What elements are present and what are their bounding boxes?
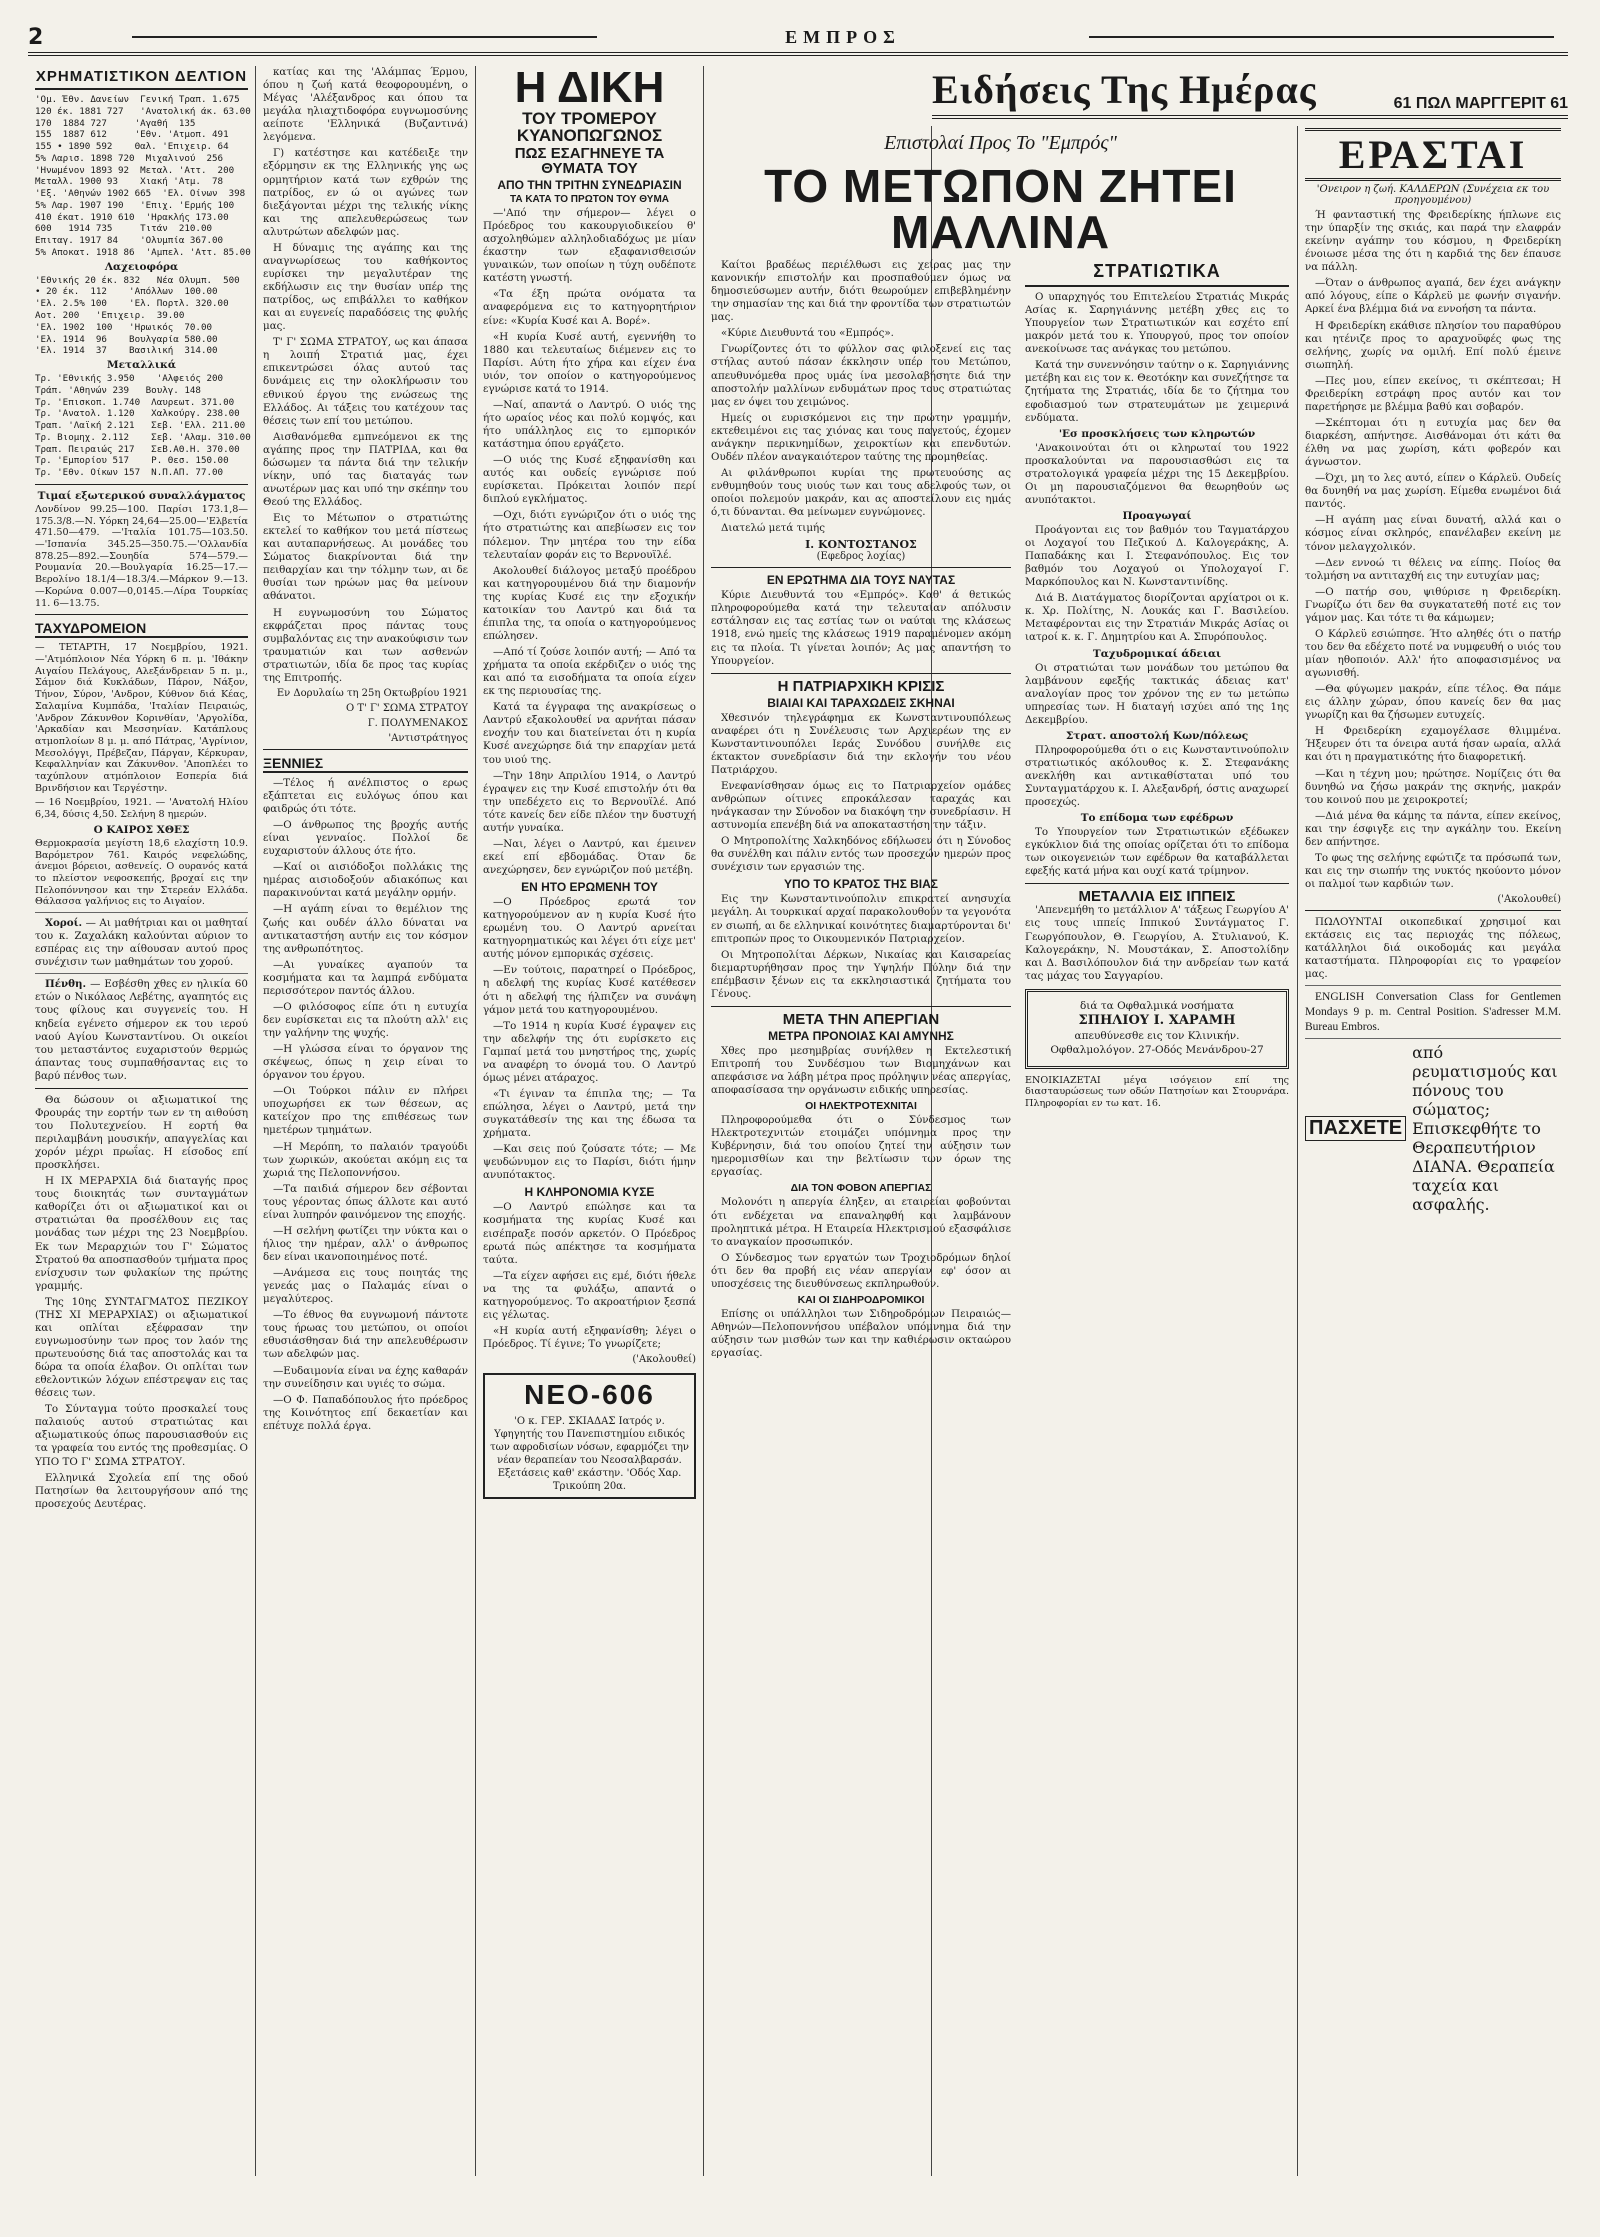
st-p3: Μολονότι η απεργία έληξεν, αι εταιρείαι φοβούνται ότι ενδέχεται να επαναληφθή και λαμβάνουν προληπτικά μέτρα. Η Εταιρεία Ηλεκτρισμού εξασφάλισε το αναγκαίον προσωπικόν. <box>711 1196 1011 1248</box>
newspaper-page <box>28 22 1568 2182</box>
land-ad: ΠΩΛΟΥΝΤΑΙ οικοπεδικαί χρησιμοί και εκτάσεις εις τας περιοχάς της πόλεως, κατάλληλοι διά οικοδομάς και μεγάλα καταστήματα. Πληροφορίαι εις το γραφείον μας. <box>1305 916 1561 981</box>
xenia-8: —Οι Τούρκοι πάλιν εν πλήρει υποχωρήσει εκ των θέσεων, ας κατείχον προ της επιθέσεως των ημετέρων τμημάτων. <box>263 1085 468 1137</box>
trial-p6: —Οχι, διότι εγνώριζον ότι ο υιός της ήτο στρατιώτης και απεβίωσεν εις τον πόλεμον. Την μητέρα του την είδα τελευταίαν φοράν εις το Βερνουϊλέ. <box>483 509 696 561</box>
sailors-text: Κύριε Διευθυντά του «Εμπρός». Καθ' ά θετικώς πληροφορούμεθα κατά την τελευταίαν απόλυσιν εστάλησαν εις τας εστίας των οι ναύται της κλάσεως 1918, ενώ ημείς της κλάσεως 1919 παραμένομεν ακόμη εις τα πλοία. Τι γίνεται λοιπόν; Ας μας απαντήση το Υπουργείον. <box>711 589 1011 667</box>
mil-p4: Προάγονται εις τον βαθμόν του Ταγματάρχου οι Λοχαγοί του Πεζικού Δ. Καλογεράκης, Α. Παπαδάκης και Ι. Στεφανόπουλος. Εις τον βαθμόν του Λοχαγού οι Υπολοχαγοί Γ. Μαρκόπουλος και Ν. Κωνσταντινίδης. <box>1025 523 1289 589</box>
news-banner <box>932 66 1568 119</box>
english-class-ad: ENGLISH Conversation Class for Gentlemen Mondays 9 p. m. Central Position. S'adresser M.M. Bureau Embros. <box>1305 991 1561 1033</box>
trial-subhead-2: ΠΩΣ ΕΣΑΓΗΝΕΥΕ ΤΑ ΘΥΜΑΤΑ ΤΟΥ <box>514 145 665 177</box>
fear-strike-sub: ΔΙΑ ΤΟΝ ΦΟΒΟΝ ΑΠΕΡΓΙΑΣ <box>790 1182 932 1195</box>
mil-p1: Ο υπαρχηγός του Επιτελείου Στρατιάς Μικράς Ασίας κ. Σαρηγιάννης μετέβη χθες εις το Υπουργείον των Στρατιωτικών και εσχέτο επί μακρόν μετά του κ. Υπουργού, προς τον οποίον ανεκοίνωσε τας ανάγκας του μετώπου. <box>1025 291 1289 356</box>
patriarch-sub: ΒΙΑΙΑΙ ΚΑΙ ΤΑΡΑΧΩΔΕΙΣ ΣΚΗΝΑΙ <box>767 695 955 710</box>
c2-p5: Εις το Μέτωπον ο στρατιώτης εκτελεί το καθήκον του μετά πίστεως και αυταπαρνήσεως. Αι μονάδες του Σώματος διακρίνονται διά την πειθαρχίαν και την τόλμην των, αι δε θυσίαι των ηρώων μας θα μείνουν αθάνατοι. <box>263 512 468 603</box>
xenia-7: —Η γλώσσα είναι το όργανον της σκέψεως, όπως η χειρ είναι το όργανον του έργου. <box>263 1043 468 1082</box>
xenia-3: —Καί οι αισιόδοξοι πολλάκις της ημέρας αισιοδοξούν αδιακόπως και παρακινούνται κατά μεγάλην ορμήν. <box>263 861 468 900</box>
column-market <box>28 66 256 2176</box>
st-p5: Επίσης οι υπάλληλοι των Σιδηροδρόμων Πειραιώς—Αθηνών—Πελοποννήσου υπέβαλον υπόμνημα διά την αύξησιν των μισθών των και την καθιέρωσιν οκταώρου εργασίας. <box>711 1307 1011 1360</box>
xenia-15: —Ο Φ. Παπαδόπουλος ήτο πρόεδρος της Κοινότητος επί δεκαετίαν και επέτυχε πολλά έργα. <box>263 1393 468 1432</box>
eye-ad-name: ΣΠΗΛΙΟΥ Ι. ΧΑΡΑΜΗ <box>1078 1013 1236 1029</box>
trial-p14: —Το 1914 η κυρία Κυσέ έγραψεν εις την αδελφήν της ότι ευρίσκετο εις Γαμπαί μετά του μνηστήρος της, χωρίς να αναφέρη το όνομά του. Ο Λαντρύ όμως μένει ατάραχος. <box>483 1019 696 1084</box>
trial-sub-1: ΕΝ ΗΤΟ ΕΡΩΜΕΝΗ ΤΟΥ <box>521 880 658 895</box>
news-of-day-title: Ειδήσεις Της Ημέρας <box>932 67 1317 112</box>
medals-title: ΜΕΤΑΛΛΙΑ ΕΙΣ ΙΠΠΕΙΣ <box>1078 888 1236 906</box>
strike-sub: ΜΕΤΡΑ ΠΡΟΝΟΙΑΣ ΚΑΙ ΑΜΥΝΗΣ <box>768 1028 954 1043</box>
pat-p1: Χθεσινόν τηλεγράφημα εκ Κωνσταντινουπόλεως αναφέρει ότι η Συνέλευσις των Αρχιερέων της εν Κωνσταντινουπόλει Ιεράς Συνόδου συνήλθε εις έκτακτον συνεδρίασιν διά την εκλογήν του νέου Πατριάρχου. <box>711 711 1011 776</box>
letter-sig: Ι. ΚΟΝΤΟΣΤΑΝΟΣ <box>805 538 917 552</box>
body-d: Το Σύνταγμα τούτο προσκαλεί τους παλαιούς αυτού στρατιώτας και αξιωματικούς όπως παρουσιασθούν εις τα γραφεία του εντός της προθεσμίας. Ο ΥΠΟ ΤΟ Γ' ΣΩΜΑ ΣΤΡΑΤΟΥ. <box>35 1403 248 1468</box>
military-column <box>1025 259 1289 1363</box>
nov-p9: —Ο πατήρ σου, ψιθύρισε η Φρειδερίκη. Γνωρίζω ότι δεν θα συγκατατεθή ποτέ εις τον γάμον μας. Και τότε τι θα κάμωμεν; <box>1305 585 1561 624</box>
body-e: Ελληνικά Σχολεία επί της οδού Πατησίων θα λειτουργήσουν από της προσεχούς Δευτέρας. <box>35 1471 248 1510</box>
nov-p10: Ο Κάρλεϋ εσιώπησε. Ήτο αληθές ότι ο πατήρ του δεν θα εδέχετο ποτέ να νυμφευθή ο υιός του μίαν ηθοποιόν. Αλλ' ήτο αποφασισμένος να αγωνισθή. <box>1305 627 1561 680</box>
trial-subhead-3: ΑΠΟ ΤΗΝ ΤΡΙΤΗΝ ΣΥΝΕΔΡΙΑΣΙΝ <box>497 178 682 192</box>
trial-p19: «Η κυρία αυτή εξηφανίσθη; λέγει ο Πρόεδρος. Τί έγινε; Το γνωρίζετε; <box>483 1324 696 1350</box>
pat-p3: Ο Μητροπολίτης Χαλκηδόνος εδήλωσεν ότι η Σύνοδος θα συνέλθη και πάλιν εντός των προσεχών ημερών προς συνέχισιν των εργασιών της. <box>711 835 1011 874</box>
c2-p2: Η δύναμις της αγάπης και της αναγνωρίσεως του καθήκοντος ευρίσκει την μεγαλυτέραν της εκδήλωσιν εις την θυσίαν υπέρ της πατρίδος, ως επιβάλλει το καθήκον και αι ευγενείς παραδόσεις της φυλής μας. <box>263 241 468 333</box>
masthead-rule-right <box>1089 36 1554 38</box>
novel-installment: 61 ΠΩΛ ΜΑΡΓΓΕΡΙΤ 61 <box>1393 95 1568 112</box>
nov-p2: —Όταν ο άνθρωπος αγαπά, δεν έχει ανάγκην από λόγους, είπε ο Κάρλεϋ με φωνήν σιγανήν. Αρκεί ένα βλέμμα διά να εννοήση τα πάντα. <box>1305 277 1561 316</box>
trial-subhead-1: ΤΟΥ ΤΡΟΜΕΡΟΥ ΚΥΑΝΟΠΩΓΩΝΟΣ <box>516 109 663 145</box>
let-p3: Γνωρίζοντες ότι το φύλλον σας φιλοξενεί εις τας στήλας αυτού πάσαν έκκλησιν υπέρ του Μετώπου, απευθυνόμεθα προς υμάς ίνα μεσολαβήσητε διά την αποστολήν μαλλίνων ενδυμάτων προς τους στρατιώτας μας εν όψει του χειμώνος. <box>711 343 1011 408</box>
mil-p5: Διά Β. Διατάγματος διορίζονται αρχίατροι οι κ. κ. Χρ. Πολίτης, Ν. Λουκάς και Γ. Βασιλείου. Μεταφέρονται εις την Στρατιάν Μικράς Ασίας οι ιατροί κ. κ. Γ. Δημητρίου και Α. Σπυρόπουλος. <box>1025 592 1289 644</box>
neo606-title: ΝΕΟ-606 <box>524 1379 655 1411</box>
body-a: Θα δώσουν οι αξιωματικοί της Φρουράς την εορτήν των εν τη αιθούση του Πολυτεχνείου. Η εορτή θα περιλαμβάνη μουσικήν, απαγγελίας και χορόν μέχρι πρωΐας. Η είσοδος επί προσκλήσει. <box>35 1093 248 1172</box>
eye-doctor-ad <box>1025 989 1289 1069</box>
letter-sig-role: (Εφεδρος λοχίας) <box>816 551 906 563</box>
column-army-order <box>256 66 476 2176</box>
trial-p3: «Η κυρία Κυσέ αυτή, εγεννήθη το 1880 και τελευταίως διέμενεν εις το Παρίσι. Αύτη ήτο χήρα και είχεν ένα υιόν, τον οποίον ο κατηγορούμενος εγνώρισε κατά το 1914. <box>483 330 696 395</box>
mil-p7: Πληροφορούμεθα ότι ο εις Κωνσταντινούπολιν στρατιωτικός ακόλουθος κ. Σ. Στεφανάκης ανεκλήθη και αντικαθίσταται υπό του Συνταγματάρχου κ. Ι. Αλεξανδρή, όστις αναχωρεί προσεχώς. <box>1025 743 1289 809</box>
nov-p15: Το φως της σελήνης εφώτιζε τα πρόσωπά των, και εις την σιωπήν της νυκτός ηκούοντο μόνον οι παλμοί των καρδιών των. <box>1305 851 1561 890</box>
weather-title: Ο ΚΑΙΡΟΣ ΧΘΕΣ <box>93 823 190 836</box>
dances-title: Χοροί. <box>45 917 83 930</box>
nov-p7: —Η αγάπη μας είναι δυνατή, αλλά και ο κόσμος είναι σκληρός, επανέλαβεν εκείνη με τόνον μελαγχολικόν. <box>1305 514 1561 553</box>
trial-p10: —Την 18ην Απριλίου 1914, ο Λαντρύ έγραψεν εις την Κυσέ επιστολήν ότι θα την υπεδέχετο εις το Βερνουϊλέ. Από τότε κανείς δεν είδε πλέον την δυστυχή αυτήν γυναίκα. <box>483 769 696 834</box>
mourning-text: — Εσβέσθη χθες εν ηλικία 60 ετών ο Νικόλαος Λεβέτης, αγαπητός εις τους φίλους και συγγενείς του. Η κηδεία εγένετο σήμερον εκ του ιερού ναού Αγίου Κωνσταντίνου. Οι οικείοι του μεταστάντος ευχαριστούν θερμώς άπαντας τους συμπαθήσαντας εις το βαρύ πένθος των. <box>35 978 248 1082</box>
novel-follow: ('Ακολουθεί) <box>1497 894 1561 906</box>
nov-p13: —Και η τέχνη μου; ηρώτησε. Νομίζεις ότι θα δυνηθώ να ζήσω μακράν της σκηνής, μακράν του κοινού που με χειροκροτεί; <box>1305 767 1561 806</box>
column-novel <box>1298 126 1568 2176</box>
xenia-4: —Η αγάπη είναι το θεμέλιον της ζωής και ουδέν άλλο δύναται να αντικαταστήση αυτήν εις τον κόσμον της ανθρωπότητος. <box>263 903 468 955</box>
allowance-title: Το επίδομα των εφέδρων <box>1080 812 1234 825</box>
pat-p5: Οι Μητροπολίται Δέρκων, Νικαίας και Καισαρείας διεμαρτυρήθησαν προς την Υψηλήν Πύλην διά την επέμβασιν ξένων εις τα εκκλησιαστικά ζητήματα του Γένους. <box>711 948 1011 1000</box>
post-text: — ΤΕΤΑΡΤΗ, 17 Νοεμβρίου, 1921. —'Ατμόπλοιον Νέα Υόρκη 6 π. μ. 'Ιθάκην Αιγαίου Πελάγους, Αλεξάνδρειαν 5 π. μ., Σάμον διά Κυκλάδων, Πάρον, Νάξον, Τήνον, Σύρον, 'Ανδρον, Κύθνον διά Κέας, Σαλαμίνα Κυμπάδα, 'Ιταλίαν Πειραιώς, 'Ανδρον Ζάκυνθον Κορινθίαν, 'Αργολίδα, 'Αρκαδίαν και Μεσσηνίαν. Κατάπλους ατμοπλοίων 8 μ. μ. από Πάτρας, 'Αγρίνιον, Μεσολόγγι, Πρέβεζαν, Πάργαν, Κέρκυραν, Κεφαλληνίαν και Ζάκυνθον. 'Αποπλέει το ταχύπλουν ατμόπλοιον Εσπερία διά Βρινδήσιον και Τεργέστην. <box>35 642 248 794</box>
c2-p4: Αισθανόμεθα εμπνεόμενοι εκ της αγάπης προς την ΠΑΤΡΙΔΑ, και θα δώσωμεν τα πάντα διά την τελικήν νίκην, υπό τας διαταγάς των ανωτέρων μας και υπό την σκέπην του Θεού της Ελλάδος. <box>263 430 468 508</box>
pat-p2: Ενεφανίσθησαν όμως εις το Πατριαρχείον ομάδες ανθρώπων οίτινες επροκάλεσαν ταραχάς και ηνάγκασαν την Σύνοδον να διακόψη την συνεδρίασιν. Η αστυνομία επενέβη διά να αποκαταστήση την τάξιν. <box>711 779 1011 832</box>
trial-p1: —'Από την σήμερον— λέγει ο Πρόεδρος του κακουργιοδικείου θ' ασχοληθώμεν αλληλοδιαδόχως με μίαν έκαστην των εξαφανισθεισών γυναικών, των οποίων η τύχη ουδέποτε κατέστη γνωστή. <box>483 207 696 285</box>
column-trial <box>476 66 704 2176</box>
pasxete-text: από ρευματισμούς και πόνους του σώματος; Επισκεφθήτε το Θεραπευτήριον ΔΙΑΝΑ. Θεραπεία ταχεία και ασφαλής. <box>1412 1043 1558 1215</box>
let-p2: «Κύριε Διευθυντά του «Εμπρός». <box>721 327 894 340</box>
nov-p6: —Όχι, μη το λες αυτό, είπεν ο Κάρλεϋ. Ουδείς θα δυνηθή να μας χωρίση. Είμεθα ενωμένοι διά παντός. <box>1305 472 1561 511</box>
neo606-ad <box>483 1373 696 1499</box>
trial-headline: Η ΔΙΚΗ <box>514 66 665 112</box>
leaves-title: Ταχυδρομικαί άδειαι <box>1092 647 1222 660</box>
mil-p3: 'Ανακοινούται ότι οι κληρωταί του 1922 προσκαλούνται να παρουσιασθώσι εις τα στρατολογικά γραφεία μέχρι της 15 Δεκεμβρίου. Οι μη παρουσιαζόμενοι θα θεωρηθούν ως ανυπότακτοι. <box>1025 441 1289 506</box>
exchange-title: Τιμαί εξωτερικού συναλλάγματος <box>37 489 246 502</box>
xenia-1: —Τέλος ή ανέλπιστος ο ερως εξάπτεται εις ευλόγως όπου και φαιδρώς ότι τότε. <box>263 776 468 815</box>
st-p4: Ο Σύνδεσμος των εργατών των Τροχιοδρόμων δηλοί ότι δεν θα προβή εις νέαν απεργίαν εφ' όσον αι υποσχέσεις της διευθύνσεως εκπληρωθούν. <box>711 1251 1011 1290</box>
sign-title: Ο Τ' Γ' ΣΩΜΑ ΣΤΡΑΤΟΥ <box>345 702 468 714</box>
nov-p4: —Πες μου, είπεν εκείνος, τι σκέπτεσαι; Η Φρειδερίκη εστράφη προς αυτόν και τον παρετήρησε με βλέμμα βαθύ και σοβαρόν. <box>1305 374 1561 413</box>
trial-follow: ('Ακολουθεί) <box>632 1354 696 1366</box>
trial-p5: —Ο υιός της Κυσέ εξηφανίσθη και αυτός και ουδείς εγνώρισε πού ευρίσκεται. Πρόκειται λοιπόν περί διπλού εγκλήματος. <box>483 454 696 506</box>
dances-text: — Αι μαθήτριαι και οι μαθηταί του κ. Ζαχαλάκη καλούνται αύριον το εσπέρας εις την αίθουσαν αυτού προς συνέχισιν των μαθημάτων του χορού. <box>35 917 248 969</box>
sign-date: Εν Δορυλαίω τη 25η Οκτωβρίου 1921 <box>276 687 468 699</box>
nov-p8: —Δεν εννοώ τι θέλεις να είπης. Ποίος θα τολμήση να αντιταχθή εις την ευτυχίαν μας; <box>1305 556 1561 582</box>
post-title: ΤΑΧΥΔΡΟΜΕΙΟΝ <box>35 620 248 638</box>
electricians-sub: ΟΙ ΗΛΕΚΤΡΟΤΕΧΝΙΤΑΙ <box>805 1100 917 1113</box>
conscripts-title: 'Εσ προσκλήσεις των κληρωτών <box>1058 427 1256 440</box>
let-p5: Αι φιλάνθρωποι κυρίαι της πρωτευούσης ας ενθυμηθούν τους υιούς των και τους αδελφούς των, οι οποίοι πολεμούν μακράν, και ας αποστείλουν εις ημάς ό,τι δύνανται. Θα μείνωμεν ευγνώμονες. <box>711 466 1011 519</box>
trial-p18: —Τα είχεν αφήσει εις εμέ, διότι ήθελε να της τα φυλάξω, απαντά ο κατηγορούμενος. Το ακροατήριον ξεσπά εις γέλωτας. <box>483 1269 696 1321</box>
nov-p5: —Σκέπτομαι ότι η ευτυχία μας δεν θα διαρκέση, απήντησε. Αισθάνομαι ότι κάτι θα έλθη να μας χωρίση, κάτι φοβερόν και άγνωστον. <box>1305 416 1561 469</box>
xenia-13: —Το έθνος θα ευγνωμονή πάντοτε τους ήρωας του μετώπου, οι οποίοι εθυσιάσθησαν διά την απελευθέρωσιν των αδελφών μας. <box>263 1309 468 1361</box>
front-headline: ΤΟ ΜΕΤΩΠΟΝ ΖΗΤΕΙ ΜΑΛΛΙΝΑ <box>764 160 1237 258</box>
trial-p8: —Από τί ζούσε λοιπόν αυτή; — Από τα χρήματα τα οποία εκέρδιζεν ο υιός της και από τα εισοδήματα τα οποία είχεν εκ της περιουσίας της. <box>483 646 696 698</box>
pasxete-ad <box>1305 1043 1561 1214</box>
c2-top: κατίας και της 'Αλάμπας Έρμου, όπου η ζωή κατά θεοφορουμένη, ο Μέγας 'Αλέξανδρος και όπου τα μεγάλα ηλιαχτιδοφόρα ευγνωμοσύνης αείποτε 'Ελληνικά (Βυζαντινά) λεγόμενα. <box>263 66 468 144</box>
trial-p4: —Ναί, απαντά ο Λαντρύ. Ο υιός της ήτο ωραίος νέος και πολύ κομψός, και ήτο υπάλληλος εις το εμπορικόν κατάστημα όπου εργάζετο. <box>483 398 696 451</box>
trial-p13: —Εν τούτοις, παρατηρεί ο Πρόεδρος, η αδελφή της κυρίας Κυσέ κατέθεσεν ότι η αδελφή της ήλπιζεν να συνάψη γάμον μετά του κατηγορουμένου. <box>483 964 696 1016</box>
xenia-6: —Ο φιλόσοφος είπε ότι η ευτυχία δεν ευρίσκεται εις τα πλούτη αλλ' εις την γαλήνην της ψυχής. <box>263 1000 468 1039</box>
market-title: ΧΡΗΜΑΤΙΣΤΙΚΟΝ ΔΕΛΤΙΟΝ <box>35 68 248 90</box>
masthead <box>28 22 1568 56</box>
letters-line: Επιστολαί Προς Το "Εμπρός" <box>884 132 1117 154</box>
xenies-title: ΞΕΝΝΙΕΣ <box>263 755 468 773</box>
exchange-text: Λονδίνον 99.25—100. Παρίσι 173.1,8—175.3/8.—Ν. Υόρκη 24,64—25.00—'Ελβετία 471.50—479. —'Ιταλία 101.75—103.50. —'Ισπανία 345.25—350.75.—'Ολλανδία 878.25—892.—Σουηδία 574—579.—Ρουμανία 20.—Βουλγαρία 16.25—17.—Βερολίνο 18.1/4—18.3/4.—Μάρκον 9.—13.—Κορώνα 0.007—0,0145.—Λίρα Τουρκίας 11. 6—13.75. <box>35 503 248 609</box>
eye-ad-text: απευθύνεσθε εις τον Κλινικήν. Οφθαλμολόγον. 27-Οδός Μενάνδρου-27 <box>1050 1030 1264 1056</box>
promotions-title: Προαγωγαί <box>1122 509 1192 522</box>
strike-title: ΜΕΤΑ ΤΗΝ ΑΠΕΡΓΙΑΝ <box>782 1010 940 1028</box>
trial-p9: Κατά τα έγγραφα της ανακρίσεως ο Λαντρύ εξακολουθεί να αρνήται πάσαν ενοχήν του και διατείνεται ότι η κυρία Κυσέ ανεχώρησε διά την επαρχίαν μετά του υιού της. <box>483 701 696 766</box>
xenia-10: —Τα παιδιά σήμερον δεν σέβονται τους γέροντας όπως άλλοτε και αυτό είναι λυπηρόν φαινόμενον της εποχής. <box>263 1182 468 1221</box>
weather-text: Θερμοκρασία μεγίστη 18,6 ελαχίστη 10.9. Βαρόμετρον 761. Καιρός νεφελώδης, άνεμοι βόρειοι, ασθενείς. Ο ουρανός κατά το πλείστον νεφοσκεπής, βροχαί εις την Πελοπόννησον και την Στερεάν Ελλάδα. Θάλασσα γαλήνιος εις το Αιγαίον. <box>35 837 248 908</box>
let-p6: Διατελώ μετά τιμής <box>721 522 825 535</box>
trial-p15: «Τι έγιναν τα έπιπλα της; — Τα επώλησα, λέγει ο Λαντρύ, μετά την συγκατάθεσίν της και της έδωσα τα χρήματα. <box>483 1087 696 1140</box>
nov-p3: Η Φρειδερίκη εκάθισε πλησίον του παραθύρου και ητένιζε προς το αραχνοϋφές φως της σελήνης, χωρίς να ομιλή. Επί πολύ έμεινε σιωπηλή. <box>1305 319 1561 371</box>
st-p1: Χθες προ μεσημβρίας συνήλθεν η Εκτελεστική Επιτροπή του Συνδέσμου των Βιομηχάνων και απεφάσισε να λάβη μέτρα προς πρόληψιν νέας απεργίας, αποφασίσασα την οργάνωσιν ειδικής υπηρεσίας. <box>711 1044 1011 1097</box>
eye-ad-title: διά τα Οφθαλμικά νοσήματα <box>1079 999 1235 1012</box>
lottery-table: 'Εθνικής 20 έκ. 832 Νέα Ολυμπ. 500 • 20 έκ. 112 'Απόλλων 100.00 'Ελ. 2.5% 100 'Ελ. Πορτλ. 320.00 Αοτ. 200 'Επιχειρ. 39.00 'Ελ. 1902 100 'Ηρωικός 70.00 'Ελ. 1914 96 Βουλγαρία 580.00 'Ελ. 1914 37 Βασιλική 314.00 <box>35 274 240 357</box>
st-p2: Πληροφορούμεθα ότι ο Σύνδεσμος των Ηλεκτροτεχνιτών ετοιμάζει υπόμνημα προς την Κυβέρνησιν, διά του οποίου ζητεί την αύξησιν των ημερομισθίων και την βελτίωσιν των όρων της εργασίας. <box>711 1114 1011 1179</box>
novel-title: ΕΡΑΣΤΑΙ <box>1305 128 1561 181</box>
nov-p11: —Θα φύγωμεν μακράν, είπε τέλος. Θα πάμε εις άλλην χώραν, όπου κανείς δεν θα μας γνωρίζη και θα ζήσωμεν ευτυχείς. <box>1305 683 1561 722</box>
metals-table: Τρ. 'Εθνικής 3.950 'Αλφειός 200 Τράπ. 'Αθηνών 239 Βουλγ. 148 Τρ. 'Επισκοπ. 1.740 Λαυρεωτ. 371.00 Τρ. 'Ανατολ. 1.120 Χαλκούργ. 238.00 Τραπ. 'Λαϊκή 2.121 Σεβ. 'Ελλ. 211.00 Τρ. Βιομηχ. 2.112 Σεβ. 'Αλαμ. 310.00 Τραπ. Πειραιώς 217 ΣεΒ.ΑΘ.Η. 370.00 Τρ. 'Εμπορίου 517 Ρ. Θεσ. 150.00 Τρ. 'Εθν. Οίκων 157 Ν.Π.ΑΠ. 77.00 <box>35 373 251 479</box>
trial-p7: Ακολουθεί διάλογος μεταξύ προέδρου και κατηγορουμένου διά την διαμονήν της κυρίας Κυσέ εις την εξοχικήν κατοικίαν του Λαντρύ και διά τα έπιπλα της, τα οποία ο κατηγορούμενος επώλησεν. <box>483 564 696 642</box>
sailors-title: ΕΝ ΕΡΩΤΗΜΑ ΔΙΑ ΤΟΥΣ ΝΑΥΤΑΣ <box>766 573 956 588</box>
novel-sub: 'Ονειρον η ζωή. ΚΑΛΔΕΡΩΝ (Συνέχεια εκ του προηγουμένου) <box>1316 184 1550 206</box>
c2-p3: Τ' Γ' ΣΩΜΑ ΣΤΡΑΤΟΥ, ως και άπασα η λοιπή Στρατιά μας, έχει επικεντρώσει όλας αυτού τας δυνάμεις εις την ολοκλήρωσιν του εθνικού έργου της ενώσεως της Ελλάδος. Αι τάξεις του κατέχουν τας θέσεις των επί του μετώπου. <box>263 336 468 427</box>
c2-p1: Γ) κατέστησε και κατέδειξε την εξόρμησιν εκ της Ελληνικής γης ως ορμητήριον κατά των εχθρών της πατρίδος, εν ώ οι αγώνες των διεξάγονται μέχρι της τελικής νίκης και της απελευθερώσεως των αλυτρώτων αδελφών μας. <box>263 147 468 238</box>
pasxete-title: ΠΑΣΧΕΤΕ <box>1305 1116 1406 1141</box>
military-title: ΣΤΡΑΤΙΩΤΙΚΑ <box>1025 261 1289 287</box>
masthead-rule-left <box>132 36 597 38</box>
page-number: 2 <box>28 24 44 50</box>
nov-p14: —Διά μένα θα κάμης τα πάντα, είπεν εκείνος, και την έσφιγξε εις την αγκάλην του. Εκείνη δεν απήντησε. <box>1305 809 1561 848</box>
xenia-9: —Η Μερόπη, το παλαιόν τραγούδι των χωρικών, ακούεται ακόμη εις τα χωριά της Πελοποννήσου. <box>263 1140 468 1179</box>
trial-p2: «Τα έξη πρώτα ονόματα τα αναφερόμενα εις το κατηγορητήριον είνε: «Κυρία Κυσέ και Α. Βορέ». <box>483 288 696 327</box>
date-text: — 16 Νοεμβρίου, 1921. — 'Ανατολή Ηλίου 6,34, δύσις 4,50. Σελήνη 8 ημερών. <box>35 797 248 821</box>
trial-sub-2: Η ΚΛΗΡΟΝΟΜΙΑ ΚΥΣΕ <box>524 1185 655 1200</box>
nov-p1: Ή φανταστική της Φρειδερίκης ήπλωνε εις την ύπαρξίν της σκιάς, και παρά την ελαφράν εκείνην αγάπην του κόσμου, η Φρειδερίκη ένοιωσε μέσα της ότι η καρδιά της δεν έπαυσε να πάλλη. <box>1305 209 1561 274</box>
trial-subhead-4: ΤΑ ΚΑΤΑ ΤΟ ΠΡΩΤΟΝ ΤΟΥ ΘΥΜΑ <box>509 194 670 205</box>
body-c: Της 10ης ΣΥΝΤΑΓΜΑΤΟΣ ΠΕΖΙΚΟΥ (ΤΗΣ ΧΙ ΜΕΡΑΡΧΙΑΣ) οι αξιωματικοί και οπλίται εξέφρασαν την ευγνωμοσύνην των προς τον λαόν της πρωτευούσης διά τας αποστολάς και τα δώρα τα οποία έλαβον. Οι οπλίται των εθελοντικών λόχων επέστρεψαν εις τας θέσεις των. <box>35 1295 248 1400</box>
neo606-text: 'Ο κ. ΓΕΡ. ΣΚΙΑΔΑΣ Ιατρός ν. Υφηγητής του Πανεπιστημίου ειδικός των αφροδισίων νόσων, εφαρμόζει την νέαν θεραπείαν του Νεοσαλβαρσάν. Εξετάσεις καθ' εκάστην. 'Οδός Χαρ. Τρικούπη 20α. <box>490 1416 689 1493</box>
c2-p6: Η ευγνωμοσύνη του Σώματος εκφράζεται προς πάντας τους συμβαλόντας εις την ανακούφισιν των τραυματιών και των ασθενών στρατιωτών, ιδία δε προς τας κυρίας της Επιτροπής. <box>263 606 468 684</box>
violence-sub: ΥΠΟ ΤΟ ΚΡΑΤΟΣ ΤΗΣ ΒΙΑΣ <box>784 877 938 892</box>
mission-title: Στρατ. αποστολή Κων/πόλεως <box>1065 729 1249 742</box>
nov-p12: Η Φρειδερίκη εχαμογέλασε θλιμμένα. Ήξευρεν ότι τα όνειρα αυτά ήσαν ωραία, αλλά και ότι η πραγματικότης ήτο διαφορετική. <box>1305 725 1561 764</box>
trial-p16: —Και σεις πού ζούσατε τότε; — Με ψευδώνυμον εις το Παρίσι, διότι ήμην ανυπότακτος. <box>483 1143 696 1182</box>
sign-role: 'Αντιστράτηγος <box>388 732 468 744</box>
mil-p2: Κατά την συνεννόησιν ταύτην ο κ. Σαρηγιάννης μετέβη και εις τον κ. Θεοτόκην και συνεζήτησε τα ζητήματα της Στρατιάς, ιδία δε το ζήτημα του εφοδιασμού των στρατευμάτων με χειμερινά ενδύματα. <box>1025 359 1289 424</box>
let-p4: Ημείς οι ευρισκόμενοι εις την πρώτην γραμμήν, εκτεθειμένοι εις τας χιόνας και τους παγετούς, έχομεν ανάγκην περικνημίδων, χειροκτίων και επενδυτών. Ουδέν πλέον αναγκαιότερον ταύτης της προμηθείας. <box>711 411 1011 463</box>
let-p1: Καίτοι βραδέως περιέλθωσι εις χείρας μας την κανονικήν επιστολήν και προσπαθούμεν όμως να δημοσιεύσωμεν αυτήν, διότι θεωρούμεν επιβεβλημένην την σημασίαν της και διά την φροντίδα των στρατιωτών μας. <box>711 259 1011 324</box>
patriarch-title: Η ΠΑΤΡΙΑΡΧΙΚΗ ΚΡΙΣΙΣ <box>777 677 945 695</box>
xenia-14: —Ευδαιμονία είναι να έχης καθαράν την συνείδησιν και υγιές το σώμα. <box>263 1364 468 1390</box>
mourning-title: Πένθη. <box>45 978 87 991</box>
xenia-12: —Ανάμεσα εις τους ποιητάς της γενεάς μας ο Παλαμάς είναι ο μεγαλύτερος. <box>263 1267 468 1306</box>
mil-p8: Το Υπουργείον των Στρατιωτικών εξέδωκεν εγκύκλιον διά της οποίας ορίζεται ότι το επίδομα των οικογενειών των εφέδρων θα καταβάλλεται εφεξής κατά μήνα και ουχί κατά τρίμηνον. <box>1025 826 1289 878</box>
market-table: 'Ομ. Έθν. Δανείων Γενική Τραπ. 1.675 120 έκ. 1881 727 'Ανατολική άκ. 63.00 170 1884 727 'Αγαθή 135 155 1887 612 'Εθν. 'Ατμοπ. 491 155 • 1890 592 Θαλ. 'Επιχειρ. 64 5% Λαρισ. 1898 720 Μιχαλινού 256 'Ηνωμένον 1893 92 Μεταλ. 'Αττ. 200 Μεταλλ. 1900 93 Χιακή 'Ατμ. 78 'Εξ. 'Αθηνών 1902 665 'Ελ. Οίνων 398 5% Λαρ. 1907 190 'Επιχ. 'Ερμής 100 410 έκατ. 1910 610 'Ηρακλής 173.00 600 1914 735 Τιτάν 210.00 Επιταγ. 1917 84 'Ολυμπία 367.00 5% Αποκατ. 1918 86 'Αμπελ. 'Αττ. 85.00 <box>35 94 251 258</box>
lottery-title: Λαχειοφόρα <box>104 260 179 273</box>
xenia-11: —Η σελήνη φωτίζει την νύκτα και ο ήλιος την ημέραν, αλλ' ο άνθρωπος δεν είναι ικανοποιημένος ποτέ. <box>263 1224 468 1263</box>
body-b: Η ΙΧ ΜΕΡΑΡΧΙΑ διά διαταγής προς τους διοικητάς των συνταγμάτων καθορίζει ότι οι αξιωματικοί και οι στρατιώται θα προσέλθουν εις τας μονάδας των μέχρι της 23 Νοεμβρίου. Εκ των Μεραρχιών του Γ' Σώματος Στρατού θα αποσπασθούν τμήματα προς ενίσχυσιν των φυλακίων της πρώτης γραμμής. <box>35 1175 248 1292</box>
rent-ad: ΕΝΟΙΚΙΑΖΕΤΑΙ μέγα ισόγειον επί της διασταυρώσεως των οδών Πατησίων και Στουρνάρα. Πληροφορίαι εν τω κατ. 16. <box>1025 1074 1289 1109</box>
column-letters <box>704 126 1298 2176</box>
trial-p17: —Ο Λαντρύ επώλησε και τα κοσμήματα της κυρίας Κυσέ και εισέπραξε ποσόν αρκετόν. Ο Πρόεδρος ερωτά πώς απέκτησε τα κοσμήματα ταύτα. <box>483 1201 696 1266</box>
trial-p12: —Ο Πρόεδρος ερωτά τον κατηγορούμενον αν η κυρία Κυσέ ήτο ερωμένη του. Ο Λαντρύ αρνείται κατηγορηματικώς και λέγει ότι είχε μετ' αυτής μόνον εμπορικάς σχέσεις. <box>483 896 696 961</box>
xenia-5: —Αι γυναίκες αγαπούν τα κοσμήματα και τα λαμπρά ενδύματα περισσότερον παντός άλλου. <box>263 958 468 997</box>
mil-p6: Οι στρατιώται των μονάδων του μετώπου θα λαμβάνουν εφεξής τακτικάς άδειας κατ' αναλογίαν προς τον χρόνον της εν τω μετώπω υπηρεσίας των. Η διαταγή ισχύει από της 1ης Δεκεμβρίου. <box>1025 661 1289 726</box>
medals-text: 'Απενεμήθη το μετάλλιον Α' τάξεως Γεωργίου Α' εις τους ιππείς Ιππικού Συντάγματος Γ. Γεωργόπουλον, Θ. Γεωργίου, Α. Στυλιανού, Κ. Καλογεράκην, Ν. Μουστάκαν, Σ. Αποστολίδην και Δ. Βασιλόπουλον διά την ανδρείαν των κατά τας μάχας του Σαγγαρίου. <box>1025 904 1289 982</box>
sign-name: Γ. ΠΟΛΥΜΕΝΑΚΟΣ <box>367 717 468 729</box>
pat-p4: Εις την Κωνσταντινούπολιν επικρατεί ανησυχία μεγάλη. Αι τουρκικαί αρχαί παρακολουθούν τα γεγονότα εν σιωπή, αι δε ελληνικαί κοινότητες διαμαρτύρονται δι' επιτροπών προς το Οικουμενικόν Πατριαρχείον. <box>711 893 1011 945</box>
railway-sub: ΚΑΙ ΟΙ ΣΙΔΗΡΟΔΡΟΜΙΚΟΙ <box>797 1293 925 1306</box>
letters-left <box>711 259 1011 1363</box>
xenia-2: —Ο άνθρωπος της βροχής αυτής είναι γενναίος. Πολλοί δε ευχαριστούν άλλους ότε ήτο. <box>263 819 468 858</box>
metals-title: Μεταλλικά <box>107 359 176 372</box>
trial-p11: —Ναι, λέγει ο Λαντρύ, και έμεινεν εκεί επί εβδομάδας. Όταν δε ανεχώρησεν, δεν εγνώριζον πού μετέβη. <box>483 837 696 876</box>
newspaper-name: ΕΜΠΡΟΣ <box>785 26 901 47</box>
